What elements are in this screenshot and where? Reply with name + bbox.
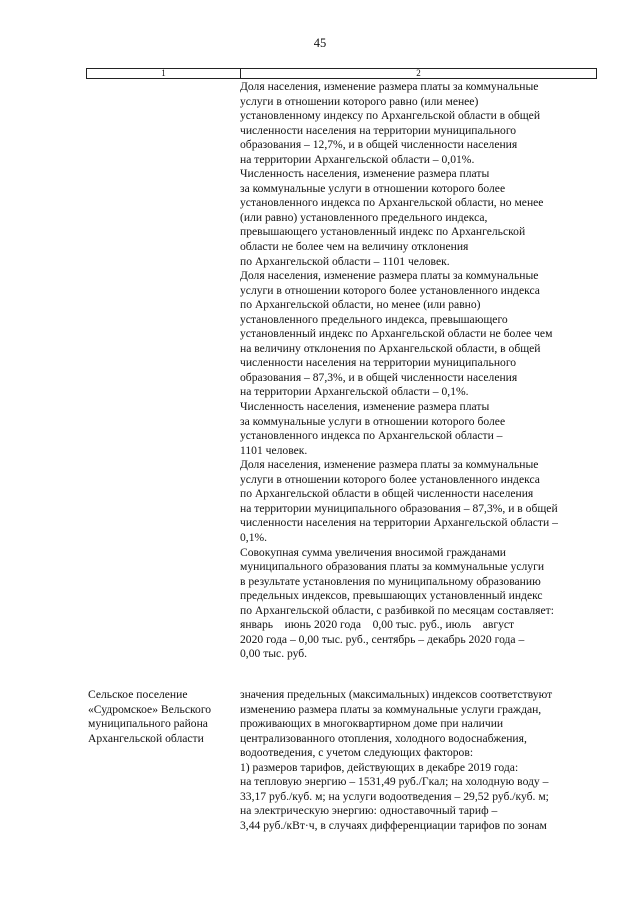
- text-line: в результате установления по муниципальному образованию: [240, 574, 541, 588]
- text-line: по Архангельской области, но менее (или равно): [240, 298, 481, 312]
- text-line: по Архангельской области – 1101 человек.: [240, 254, 450, 268]
- settlement-name-line: Архангельской области: [88, 731, 204, 745]
- text-line: водоотведения, с учетом следующих факторов:: [240, 746, 474, 760]
- text-line: превышающего установленный индекс по Архангельской: [240, 225, 526, 239]
- text-line: установленному индексу по Архангельской области в общей: [240, 109, 541, 123]
- settlement-name-line: муниципального района: [88, 717, 208, 731]
- text-line: муниципального образования платы за коммунальные услуги: [240, 560, 545, 574]
- text-line: численности населения на территории Архангельской области –: [240, 516, 558, 530]
- text-line: 3,44 руб./кВт·ч, в случаях дифференциации тарифов по зонам: [240, 818, 547, 832]
- text-line: предельных индексов, превышающих установленный индекс: [240, 589, 543, 603]
- text-line: на тепловую энергию – 1531,49 руб./Гкал; на холодную воду –: [240, 775, 549, 789]
- text-line: по Архангельской области в общей численности населения: [240, 487, 534, 501]
- settlement-text: [240, 688, 600, 833]
- text-line: изменению размера платы за коммунальные услуги граждан,: [240, 702, 542, 716]
- text-line: за коммунальные услуги в отношении которого более: [240, 414, 506, 428]
- text-line: Численность населения, изменение размера платы: [240, 400, 490, 414]
- text-line: на электрическую энергию: одноставочный тариф –: [240, 804, 498, 818]
- text-line: Доля населения, изменение размера платы за коммунальные: [240, 80, 539, 93]
- text-line: на величину отклонения по Архангельской области, в общей: [240, 341, 541, 355]
- text-line: численности населения на территории муниципального: [240, 356, 517, 370]
- text-line: 1) размеров тарифов, действующих в декабре 2019 года:: [240, 760, 519, 774]
- text-line: январь июнь 2020 года 0,00 тыс. руб., июль август: [240, 618, 515, 632]
- text-line: по Архангельской области, с разбивкой по месяцам составляет:: [240, 603, 554, 617]
- text-line: установленного предельного индекса, превышающего: [240, 312, 508, 326]
- text-line: установленного индекса по Архангельской области, но менее: [240, 196, 544, 210]
- settlement-name: [88, 688, 236, 746]
- text-line: услуги в отношении которого равно (или менее): [240, 94, 479, 108]
- text-line: значения предельных (максимальных) индексов соответствуют: [240, 688, 553, 701]
- continuation-text: [240, 80, 600, 662]
- text-line: численности населения на территории муниципального: [240, 123, 517, 137]
- text-line: на территории муниципального образования – 87,3%, и в общей: [240, 501, 558, 515]
- text-line: 1101 человек.: [240, 443, 308, 457]
- text-line: 33,17 руб./куб. м; на услуги водоотведения – 29,52 руб./куб. м;: [240, 789, 549, 803]
- settlement-name-line: «Судромское» Вельского: [88, 702, 212, 716]
- text-line: централизованного отопления, холодного водоснабжения,: [240, 731, 527, 745]
- text-line: области не более чем на величину отклонения: [240, 240, 469, 254]
- text-line: образования – 87,3%, и в общей численности населения: [240, 370, 518, 384]
- text-line: Совокупная сумма увеличения вносимой гражданами: [240, 545, 506, 559]
- text-line: установленного индекса по Архангельской области –: [240, 429, 503, 443]
- settlement-name-line: Сельское поселение: [88, 688, 188, 701]
- text-line: проживающих в многоквартирном доме при наличии: [240, 717, 504, 731]
- text-line: на территории Архангельской области – 0,1%.: [240, 385, 469, 399]
- table-header-row: [86, 68, 597, 79]
- text-line: 2020 года – 0,00 тыс. руб., сентябрь – декабрь 2020 года –: [240, 632, 525, 646]
- text-line: образования – 12,7%, и в общей численности населения: [240, 138, 518, 152]
- page-number: 45: [313, 36, 327, 50]
- text-line: услуги в отношении которого более установленного индекса: [240, 472, 540, 486]
- table-header-col1: 1: [87, 69, 241, 78]
- text-line: Доля населения, изменение размера платы за коммунальные: [240, 458, 539, 472]
- text-line: на территории Архангельской области – 0,01%.: [240, 152, 475, 166]
- text-line: установленный индекс по Архангельской области не более чем: [240, 327, 553, 341]
- text-line: 0,00 тыс. руб.: [240, 647, 308, 661]
- text-line: Численность населения, изменение размера платы: [240, 167, 490, 181]
- text-line: 0,1%.: [240, 530, 268, 544]
- text-line: услуги в отношении которого более установленного индекса: [240, 283, 540, 297]
- text-line: (или равно) установленного предельного индекса,: [240, 210, 488, 224]
- table-header-col2: 2: [416, 68, 421, 78]
- text-line: за коммунальные услуги в отношении которого более: [240, 181, 506, 195]
- text-line: Доля населения, изменение размера платы за коммунальные: [240, 269, 539, 283]
